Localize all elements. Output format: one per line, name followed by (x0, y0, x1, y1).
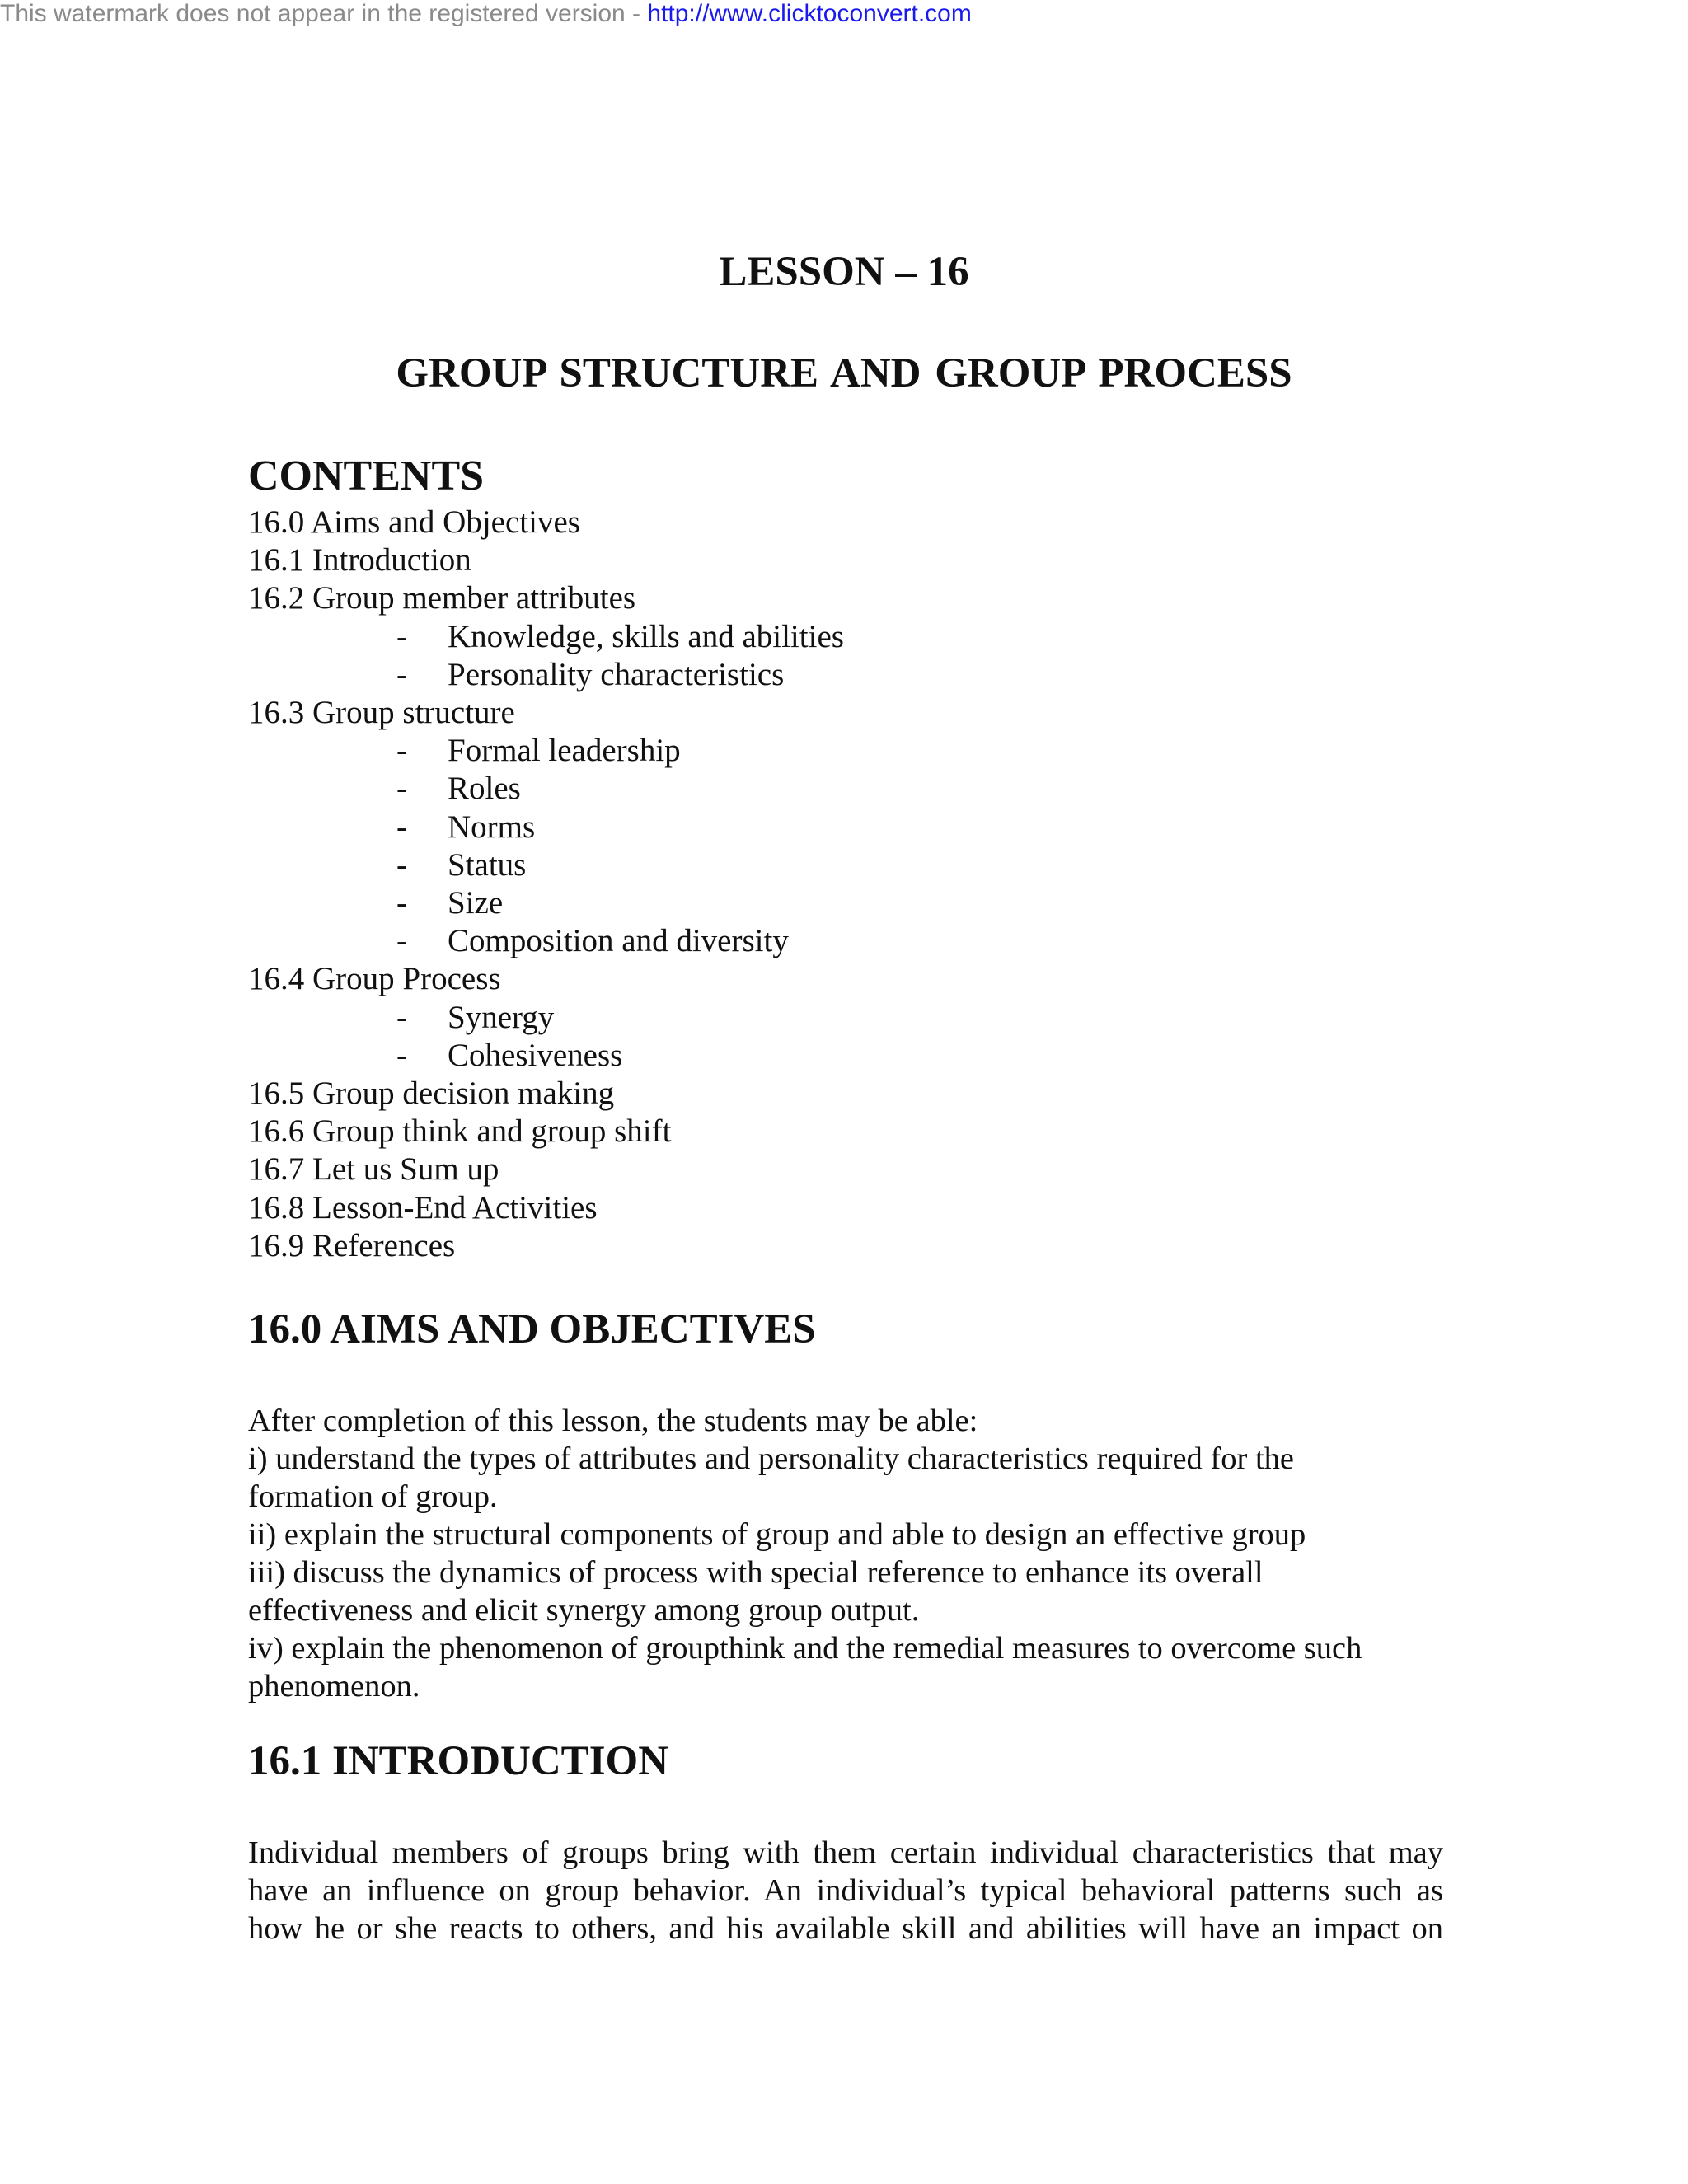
toc-subitem (248, 884, 1451, 922)
toc-subitem-label: Synergy (448, 999, 555, 1035)
text-line: After completion of this lesson, the students may be able: (248, 1404, 978, 1439)
toc-item: 16.6 Group think and group shift (248, 1113, 672, 1150)
toc-subitem-label: Roles (448, 771, 521, 807)
bullet-dash: - (396, 733, 407, 769)
bullet-dash: - (396, 656, 407, 692)
toc-subitem-label: Composition and diversity (448, 923, 789, 959)
page-body (248, 449, 1451, 1947)
toc-item: 16.3 Group structure (248, 695, 515, 731)
toc-subitem-label: Formal leadership (448, 733, 681, 769)
text-line: i) understand the types of attributes and personality characteristics required for the (248, 1441, 1294, 1477)
toc-item: 16.5 Group decision making (248, 1076, 615, 1112)
toc-subitem-label: Personality characteristics (448, 656, 785, 692)
toc-subitem-label: Cohesiveness (448, 1037, 623, 1073)
bullet-dash: - (396, 999, 407, 1035)
toc-subitem (248, 656, 1451, 694)
bullet-dash: - (396, 771, 407, 807)
toc-item: 16.0 Aims and Objectives (248, 504, 580, 540)
toc-item: 16.9 References (248, 1227, 456, 1263)
toc-subitem-label: Status (448, 846, 527, 883)
toc-item: 16.8 Lesson-End Activities (248, 1189, 598, 1226)
text-line: iii) discuss the dynamics of process with special reference to enhance its overall (248, 1555, 1264, 1591)
contents-heading: CONTENTS (248, 452, 485, 499)
text-line: phenomenon. (248, 1669, 420, 1704)
watermark-text: This watermark does not appear in the registered version - (0, 0, 648, 27)
section-heading-introduction: 16.1 INTRODUCTION (248, 1738, 669, 1785)
toc-subitem (248, 770, 1451, 808)
lesson-title: LESSON – 16 (719, 249, 969, 295)
toc-subitem-label: Knowledge, skills and abilities (448, 618, 844, 654)
section-heading-aims: 16.0 AIMS AND OBJECTIVES (248, 1306, 816, 1353)
toc-subitem-label: Size (448, 885, 504, 921)
bullet-dash: - (396, 808, 407, 845)
toc-subitem (248, 808, 1451, 846)
text-line: have an influence on group behavior. An individual’s typical behavioral patterns such as (248, 1873, 1443, 1909)
introduction-paragraph (248, 1834, 1443, 1947)
bullet-dash: - (396, 1037, 407, 1073)
aims-paragraph (248, 1402, 1451, 1705)
watermark-link[interactable]: http://www.clicktoconvert.com (647, 0, 972, 27)
bullet-dash: - (396, 846, 407, 883)
bullet-dash: - (396, 923, 407, 959)
text-line: Individual members of groups bring with them certain individual characteristics that may (248, 1835, 1443, 1871)
toc-item: 16.7 Let us Sum up (248, 1151, 499, 1188)
text-line: effectiveness and elicit synergy among group output. (248, 1593, 920, 1629)
text-line: iv) explain the phenomenon of groupthink and the remedial measures to overcome such (248, 1631, 1362, 1666)
bullet-dash: - (396, 885, 407, 921)
text-line: how he or she reacts to others, and his available skill and abilities will have an impact on (248, 1911, 1443, 1947)
bullet-dash: - (396, 618, 407, 654)
toc-subitem (248, 999, 1451, 1037)
table-of-contents (248, 504, 1451, 1265)
toc-subitem (248, 846, 1451, 884)
toc-subitem (248, 922, 1451, 960)
text-line: formation of group. (248, 1479, 498, 1515)
watermark (0, 0, 972, 28)
toc-item: 16.2 Group member attributes (248, 580, 636, 616)
toc-item: 16.1 Introduction (248, 542, 471, 579)
text-line: ii) explain the structural components of group and able to design an effective group (248, 1517, 1306, 1553)
toc-subitem (248, 1037, 1451, 1075)
chapter-title: GROUP STRUCTURE AND GROUP PROCESS (396, 350, 1292, 396)
toc-subitem (248, 732, 1451, 770)
toc-subitem-label: Norms (448, 808, 536, 845)
toc-item: 16.4 Group Process (248, 961, 501, 997)
toc-subitem (248, 618, 1451, 656)
